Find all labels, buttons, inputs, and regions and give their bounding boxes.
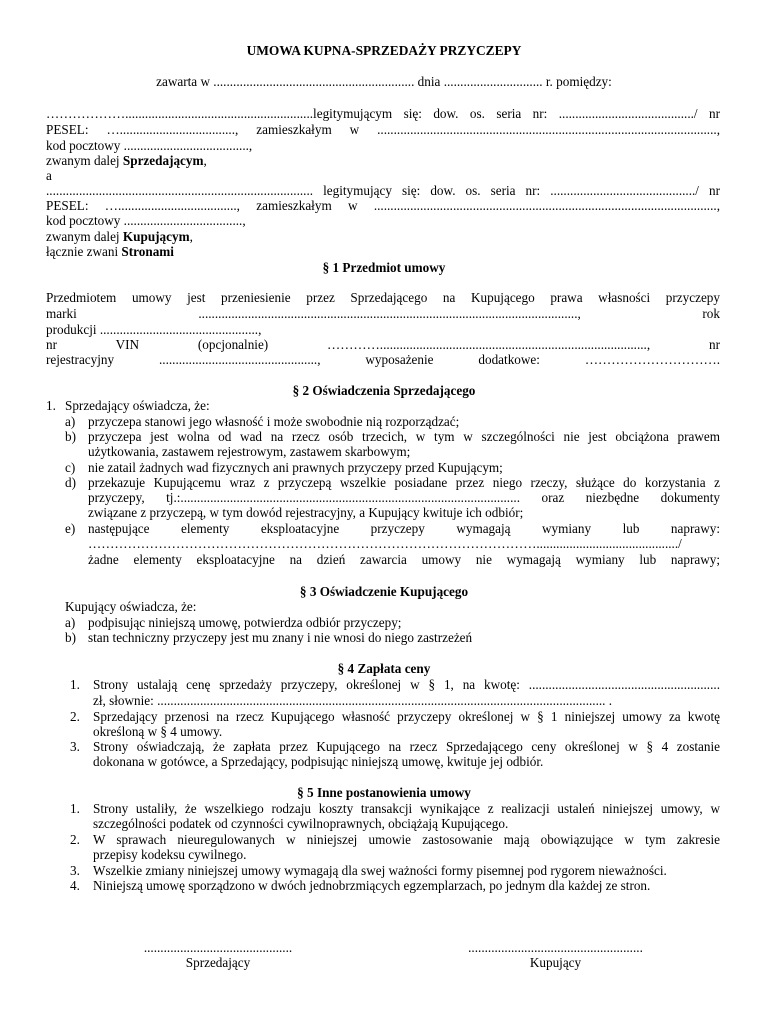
section-5-number-1: 1. [70, 801, 80, 816]
section-2-label-c: c) [65, 460, 76, 475]
parties-label [46, 244, 174, 260]
section-2-label-e: e) [65, 521, 76, 536]
buyer-label [46, 229, 193, 245]
seller-line-2: PESEL: …..................................., zamieszkałym w ......................................................................................................., [46, 122, 720, 137]
section-1-line-1: Przedmiotem umowy jest przeniesienie przez Sprzedającego na Kupującego prawa własności przyczepy [46, 290, 720, 305]
section-4-heading: § 4 Zapłata ceny [337, 661, 431, 676]
section-3-label-b: b) [65, 630, 76, 645]
parties-label-bold: Stronami [121, 244, 174, 259]
section-5-item-2-line-1: W sprawach nieuregulowanych w niniejszej umowie zastosowanie mają obowiązujące w tym zakresie [93, 832, 720, 847]
section-1-line-5: rejestracyjny ................................................, wyposażenie dodatkowe: …………………………. [46, 352, 720, 367]
section-4-item-3-line-2: dokonana w gotówce, a Sprzedający, podpisując niniejszą umowę, kwituje jej odbiór. [93, 754, 544, 769]
buyer-label-bold: Kupującym [122, 229, 190, 244]
section-5-item-1-line-2: szczególności podatek od czynności cywilnoprawnych, obciążają Kupującego. [93, 816, 509, 831]
section-2-item-e-line-3: żadne elementy eksploatacyjne na dzień zawarcia umowy nie wymagają wymiany lub naprawy; [88, 552, 720, 567]
section-3-item-a: podpisując niniejszą umowę, potwierdza odbiór przyczepy; [88, 615, 402, 630]
section-2-item-d-line-1: przekazuje Kupującemu wraz z przyczepą wszelkie posiadane przez niego rzeczy, służące do korzystania z [88, 475, 720, 490]
seller-line-3: kod pocztowy ......................................, [46, 138, 253, 153]
seller-label-bold: Sprzedającym [122, 153, 204, 168]
section-2-item-a: przyczepa stanowi jego własność i może swobodnie nią rozporządzać; [88, 414, 460, 429]
section-5-heading: § 5 Inne postanowienia umowy [297, 785, 471, 800]
section-1-line-2: marki ..................................................................................................................., rok [46, 306, 720, 321]
buyer-label-prefix: zwanym dalej [46, 229, 123, 244]
section-5-item-1-line-1: Strony ustaliły, że wszelkiego rodzaju koszty transakcji wynikające z realizacji ustaleń niniejszej umowy, w [93, 801, 720, 816]
intro-line: zawarta w ............................................................. dnia .............................. r. pomiędzy: [156, 74, 612, 89]
section-5-number-4: 4. [70, 878, 80, 893]
seller-label-suffix: , [203, 153, 207, 168]
section-3-heading: § 3 Oświadczenie Kupującego [299, 584, 469, 599]
section-3-intro: Kupujący oświadcza, że: [65, 599, 197, 614]
section-4-item-3-line-1: Strony oświadczają, że zapłata przez Kupującego na rzecz Sprzedającego ceny określonej w § 4 zostanie [93, 739, 720, 754]
seller-label [46, 153, 207, 169]
section-3-label-a: a) [65, 615, 76, 630]
parties-label-prefix: łącznie zwani [46, 244, 122, 259]
buyer-label-suffix: , [189, 229, 193, 244]
section-2-item-c: nie zatail żadnych wad fizycznych ani prawnych przyczepy przed Kupującym; [88, 460, 503, 475]
section-2-number-1: 1. [46, 398, 56, 413]
section-4-item-1-line-2: zł, słownie: ........................................................................................................................................ . [93, 693, 613, 708]
section-2-label-d: d) [65, 475, 76, 490]
buyer-line-3: kod pocztowy ...................................., [46, 213, 246, 228]
seller-label-prefix: zwanym dalej [46, 153, 123, 168]
section-5-item-3: Wszelkie zmiany niniejszej umowy wymagają dla swej ważności formy pisemnej pod rygorem nieważności. [93, 863, 667, 878]
section-2-intro: Sprzedający oświadcza, że: [65, 398, 210, 413]
conjunction-a: a [46, 168, 52, 183]
section-4-number-3: 3. [70, 739, 80, 754]
section-2-label-b: b) [65, 429, 76, 444]
buyer-line-1: ................................................................................. legitymujący się: dow. os. seria nr: ............................................/ nr [46, 183, 720, 198]
seller-line-1: ……………….........................................................legitymującym się: dow. os. seria nr: ........................................./ nr [46, 106, 720, 121]
section-5-item-2-line-2: przepisy kodeksu cywilnego. [93, 847, 247, 862]
section-3-item-b: stan techniczny przyczepy jest mu znany i nie wnosi do niego zastrzeżeń [88, 630, 473, 645]
section-2-item-e-line-2: ………………………………………………………………………………………….........................................../ [88, 536, 682, 551]
section-2-item-e-line-1: następujące elementy eksploatacyjne przyczepy wymagają wymiany lub naprawy: [88, 521, 720, 536]
section-4-item-2-line-2: określoną w § 4 umowy. [93, 724, 223, 739]
section-1-heading: § 1 Przedmiot umowy [322, 260, 446, 275]
buyer-signature-line: ..................................................... [468, 940, 643, 955]
section-1-line-4: nr VIN (opcjonalnie) …………................................................................................., nr [46, 337, 720, 352]
section-5-number-3: 3. [70, 863, 80, 878]
section-2-item-b-line-2: użytkowania, zastawem rejestrowym, zastawem skarbowym; [88, 444, 411, 459]
seller-signature-label: Sprzedający [185, 955, 251, 970]
buyer-signature-label: Kupujący [529, 955, 582, 970]
section-5-number-2: 2. [70, 832, 80, 847]
seller-signature-line: ............................................. [143, 940, 293, 955]
section-2-heading: § 2 Oświadczenia Sprzedającego [292, 383, 476, 398]
section-2-item-d-line-2: przyczepy, tj.:....................................................................................................... oraz niezbędne dokumenty [88, 490, 720, 505]
section-4-number-2: 2. [70, 709, 80, 724]
document-title: UMOWA KUPNA-SPRZEDAŻY PRZYCZEPY [246, 43, 522, 58]
section-2-item-d-line-3: związane z przyczepą, w tym dowód rejestracyjny, a Kupujący kwituje ich odbiór; [88, 505, 524, 520]
section-4-item-2-line-1: Sprzedający przenosi na rzecz Kupującego własność przyczepy określonej w § 1 niniejszej umowy za kwotę [93, 709, 720, 724]
section-4-number-1: 1. [70, 677, 80, 692]
section-1-line-3: produkcji ................................................, [46, 322, 262, 337]
section-2-label-a: a) [65, 414, 76, 429]
buyer-line-2: PESEL: …...................................., zamieszkałym w ........................................................................................................, [46, 198, 720, 213]
section-4-item-1-line-1: Strony ustalają cenę sprzedaży przyczepy, określonej w § 1, na kwotę: .......................................................... [93, 677, 720, 692]
section-5-item-4: Niniejszą umowę sporządzono w dwóch jednobrzmiących egzemplarzach, po jednym dla każdej ze stron. [93, 878, 651, 893]
section-2-item-b-line-1: przyczepa jest wolna od wad na rzecz osób trzecich, w tym w szczególności nie jest obciążona prawem [88, 429, 720, 444]
